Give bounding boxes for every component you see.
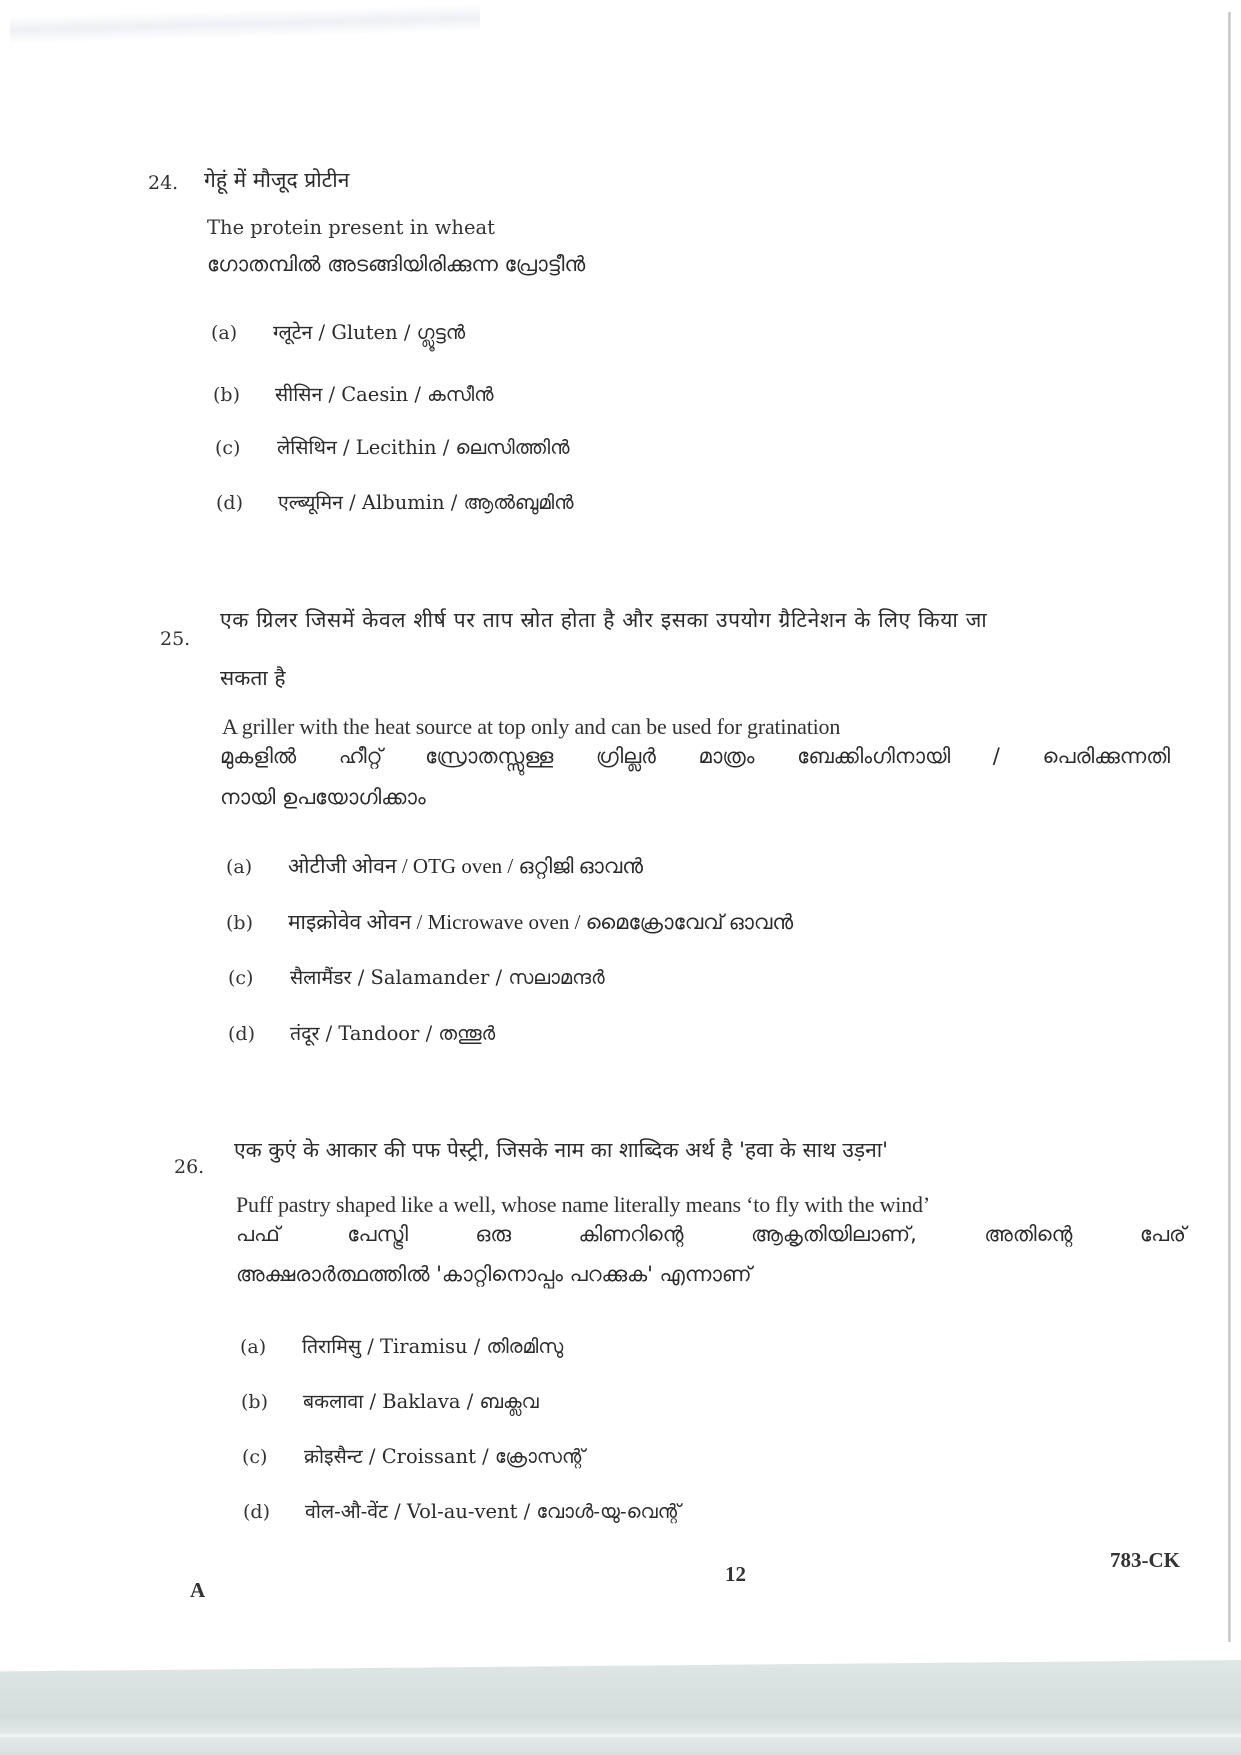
option-text: तंदूर / Tandoor / തന്തൂർ <box>290 1022 496 1045</box>
option-label: (d) <box>228 1023 255 1045</box>
scan-artifact-bottom <box>0 1660 1241 1755</box>
option-label: (b) <box>226 912 253 934</box>
option-text: क्रोइसैन्ट / Croissant / ക്രോസന്റ് <box>304 1445 585 1468</box>
question-number: 26. <box>174 1156 205 1178</box>
option-c[interactable] <box>242 1442 585 1469</box>
option-text: एल्ब्यूमिन / Albumin / ആൽബുമിൻ <box>278 491 574 514</box>
option-label: (d) <box>216 492 243 514</box>
option-label: (a) <box>226 856 253 878</box>
option-c[interactable] <box>215 433 570 460</box>
question-text-hindi: एक कुएं के आकार की पफ पेस्ट्री, जिसके नाम का शाब्दिक अर्थ है 'हवा के साथ उड़ना' <box>234 1138 888 1162</box>
question-text-malayalam-line2: നായി ഉപയോഗിക്കാം <box>220 785 426 809</box>
paper-code: 783-CK <box>1110 1548 1180 1572</box>
question-number: 24. <box>148 172 179 194</box>
option-text: सीसिन / Caesin / കസീൻ <box>275 383 494 406</box>
option-text: ओटीजी ओवन / OTG oven / ഒറ്റിജി ഓവൻ <box>288 854 644 878</box>
option-label: (c) <box>228 967 254 989</box>
page-number: 12 <box>725 1562 746 1586</box>
option-text: बकलावा / Baklava / ബക്ലവ <box>303 1390 539 1413</box>
option-label: (c) <box>215 437 241 459</box>
option-b[interactable] <box>241 1387 539 1414</box>
option-label: (b) <box>213 384 240 406</box>
option-text: सैलामैंडर / Salamander / സലാമന്ദർ <box>290 966 605 989</box>
option-d[interactable] <box>243 1497 680 1524</box>
question-text-english: Puff pastry shaped like a well, whose name literally means ‘to fly with the wind’ <box>236 1192 930 1217</box>
option-a[interactable] <box>226 852 643 880</box>
option-b[interactable] <box>226 908 793 936</box>
option-text: ग्लूटेन / Gluten / ഗ്ലൂട്ടൻ <box>273 321 466 344</box>
option-label: (b) <box>241 1391 268 1413</box>
option-d[interactable] <box>216 488 573 515</box>
option-c[interactable] <box>228 963 605 990</box>
option-text: वोल-औ-वेंट / Vol-au-vent / വോൾ-യു-വെന്റ് <box>305 1500 681 1523</box>
scan-artifact-right-edge <box>1228 12 1231 1642</box>
question-text-malayalam-line1: പഫ് പേസ്ട്രി ഒരു കിണറിന്റെ ആകൃതിയിലാണ്, അതിന്റെ പേര് <box>236 1222 1186 1246</box>
option-label: (a) <box>211 322 238 344</box>
question-text-malayalam-line1: മുകളിൽ ഹീറ്റ് സ്രോതസ്സുള്ള ഗ്രില്ലർ മാത്രം ബേക്കിംഗിനായി / പെരിക്കുന്നതി <box>220 744 1170 768</box>
option-d[interactable] <box>228 1019 495 1046</box>
option-b[interactable] <box>213 380 494 407</box>
option-a[interactable] <box>211 318 465 345</box>
question-text-malayalam-line2: അക്ഷരാർത്ഥത്തിൽ 'കാറ്റിനൊപ്പം പറക്കുക' എന്നാണ് <box>236 1262 752 1286</box>
option-a[interactable] <box>240 1332 563 1359</box>
scan-artifact-top <box>10 4 480 44</box>
question-text-malayalam: ഗോതമ്പിൽ അടങ്ങിയിരിക്കുന്ന പ്രോട്ടീൻ <box>207 252 586 276</box>
option-text: लेसिथिन / Lecithin / ലെസിത്തിൻ <box>277 436 570 459</box>
question-text-english: The protein present in wheat <box>207 216 495 239</box>
series-code: A <box>190 1578 206 1602</box>
option-label: (d) <box>243 1501 270 1523</box>
question-text-hindi-line2: सकता है <box>220 666 286 690</box>
question-number: 25. <box>160 628 191 650</box>
option-label: (a) <box>240 1336 267 1358</box>
option-text: तिरामिसु / Tiramisu / തിരമിസു <box>302 1335 564 1358</box>
option-text: माइक्रोवेव ओवन / Microwave oven / മൈക്രോവേവ് ഓവൻ <box>288 910 794 934</box>
question-text-english: A griller with the heat source at top only and can be used for gratination <box>222 714 841 739</box>
option-label: (c) <box>242 1446 268 1468</box>
question-text-hindi-line1: एक ग्रिलर जिसमें केवल शीर्ष पर ताप स्रोत होता है और इसका उपयोग ग्रैटिनेशन के लिए किया जा <box>220 608 988 632</box>
question-text-hindi: गेहूं में मौजूद प्रोटीन <box>204 168 350 192</box>
